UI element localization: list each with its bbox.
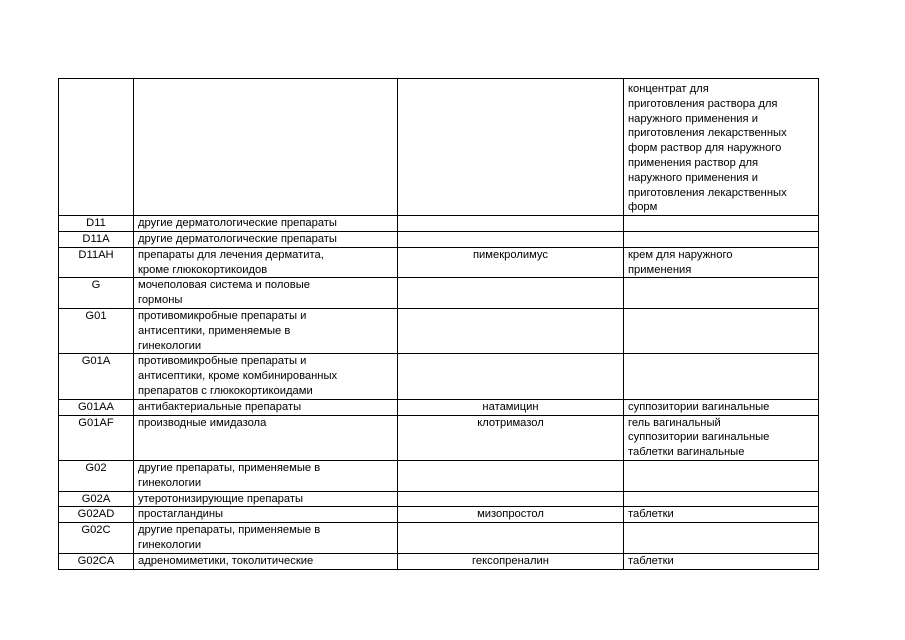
dosage-form-cell-text: крем для наружного применения bbox=[628, 248, 733, 276]
drug-name-cell bbox=[398, 278, 624, 309]
atc-code-cell-text: G01 bbox=[85, 309, 107, 322]
dosage-form-cell bbox=[624, 523, 819, 554]
anatomical-group-cell-text: препараты для лечения дерматита, кроме глюкокортикоидов bbox=[138, 248, 324, 276]
table-row bbox=[59, 278, 819, 309]
atc-code-cell-text: G02AD bbox=[77, 508, 115, 521]
atc-code-cell bbox=[59, 278, 134, 309]
dosage-form-cell-text: суппозитории вагинальные bbox=[628, 400, 770, 413]
atc-code-cell bbox=[59, 247, 134, 278]
atc-code-cell bbox=[59, 308, 134, 353]
atc-code-cell-text: G01A bbox=[81, 355, 111, 368]
dosage-form-cell bbox=[624, 491, 819, 507]
drug-name-cell bbox=[398, 491, 624, 507]
dosage-form-cell bbox=[624, 553, 819, 569]
dosage-form-cell bbox=[624, 79, 819, 216]
drug-name-cell bbox=[398, 216, 624, 232]
drug-name-cell-text: пимекролимус bbox=[473, 248, 548, 261]
atc-code-cell bbox=[59, 216, 134, 232]
dosage-form-cell bbox=[624, 354, 819, 399]
drug-name-cell bbox=[398, 247, 624, 278]
anatomical-group-cell bbox=[134, 308, 398, 353]
anatomical-group-cell bbox=[134, 354, 398, 399]
anatomical-group-cell-text: производные имидазола bbox=[138, 416, 267, 429]
dosage-form-cell bbox=[624, 399, 819, 415]
dosage-form-cell bbox=[624, 231, 819, 247]
atc-code-cell bbox=[59, 354, 134, 399]
table-row bbox=[59, 216, 819, 232]
table-row bbox=[59, 308, 819, 353]
table-row bbox=[59, 354, 819, 399]
table-row bbox=[59, 553, 819, 569]
atc-code-cell-text: G01AA bbox=[77, 400, 115, 413]
table-row bbox=[59, 231, 819, 247]
drug-name-cell-text: натамицин bbox=[482, 400, 539, 413]
drug-name-cell-text: мизопростол bbox=[477, 508, 544, 521]
dosage-form-cell bbox=[624, 247, 819, 278]
anatomical-group-cell bbox=[134, 278, 398, 309]
table-row bbox=[59, 460, 819, 491]
dosage-form-cell-text: концентрат для приготовления раствора для наружного применения и приготовления лекарственных форм раствор для наружного применения раствор для наружного применения и приготовления лекарственных форм bbox=[628, 83, 787, 214]
table-row bbox=[59, 523, 819, 554]
table-row bbox=[59, 415, 819, 460]
atc-code-cell-text: G02 bbox=[85, 461, 107, 474]
dosage-form-cell bbox=[624, 308, 819, 353]
dosage-form-cell bbox=[624, 216, 819, 232]
anatomical-group-cell-text: адреномиметики, токолитические bbox=[138, 554, 314, 567]
anatomical-group-cell bbox=[134, 79, 398, 216]
drug-name-cell bbox=[398, 460, 624, 491]
anatomical-group-cell-text: противомикробные препараты и антисептики, применяемые в гинекологии bbox=[138, 309, 307, 352]
anatomical-group-cell-text: утеротонизирующие препараты bbox=[138, 492, 304, 505]
drug-name-cell bbox=[398, 231, 624, 247]
atc-code-cell-text: D11AH bbox=[78, 248, 114, 261]
atc-code-cell bbox=[59, 507, 134, 523]
anatomical-group-cell-text: простагландины bbox=[138, 508, 224, 521]
drug-name-cell bbox=[398, 415, 624, 460]
anatomical-group-cell-text: другие дерматологические препараты bbox=[138, 217, 337, 230]
atc-code-cell bbox=[59, 415, 134, 460]
anatomical-group-cell bbox=[134, 523, 398, 554]
drug-name-cell bbox=[398, 79, 624, 216]
anatomical-group-cell-text: мочеполовая система и половые гормоны bbox=[138, 279, 310, 307]
anatomical-group-cell-text: другие препараты, применяемые в гинекологии bbox=[138, 524, 321, 551]
table-body bbox=[59, 79, 819, 570]
atc-code-cell-text: G02C bbox=[81, 524, 111, 537]
anatomical-group-cell-text: антибактериальные препараты bbox=[138, 400, 302, 413]
table-row bbox=[59, 247, 819, 278]
anatomical-group-cell-text: другие препараты, применяемые в гинекологии bbox=[138, 461, 321, 489]
atc-code-cell-text: D11 bbox=[86, 217, 106, 230]
anatomical-group-cell bbox=[134, 491, 398, 507]
anatomical-group-cell bbox=[134, 553, 398, 569]
atc-code-cell-text: G02A bbox=[81, 492, 111, 505]
dosage-form-cell-text: гель вагинальный суппозитории вагинальные таблетки вагинальные bbox=[628, 416, 770, 459]
anatomical-group-cell bbox=[134, 507, 398, 523]
drug-name-cell bbox=[398, 308, 624, 353]
atc-code-cell bbox=[59, 523, 134, 554]
atc-code-cell bbox=[59, 553, 134, 569]
atc-code-cell bbox=[59, 79, 134, 216]
drug-name-cell bbox=[398, 553, 624, 569]
table-row bbox=[59, 399, 819, 415]
drug-name-cell bbox=[398, 399, 624, 415]
table-row bbox=[59, 491, 819, 507]
anatomical-group-cell bbox=[134, 415, 398, 460]
atc-code-cell-text: G02CA bbox=[77, 554, 115, 567]
anatomical-group-cell bbox=[134, 231, 398, 247]
dosage-form-cell-text: таблетки bbox=[628, 508, 674, 521]
dosage-form-cell bbox=[624, 278, 819, 309]
anatomical-group-cell bbox=[134, 460, 398, 491]
anatomical-group-cell-text: противомикробные препараты и антисептики, кроме комбинированных препаратов с глюкокортикоидами bbox=[138, 355, 338, 397]
atc-code-cell-text: G bbox=[91, 279, 101, 292]
drug-name-cell-text: клотримазол bbox=[477, 416, 544, 429]
anatomical-group-cell bbox=[134, 216, 398, 232]
dosage-form-cell-text: таблетки bbox=[628, 554, 674, 567]
atc-code-cell bbox=[59, 399, 134, 415]
table-row bbox=[59, 79, 819, 216]
drug-name-cell bbox=[398, 523, 624, 554]
dosage-form-cell bbox=[624, 415, 819, 460]
atc-code-cell bbox=[59, 460, 134, 491]
anatomical-group-cell bbox=[134, 399, 398, 415]
table-row bbox=[59, 507, 819, 523]
atc-code-cell bbox=[59, 491, 134, 507]
atc-code-cell-text: D11A bbox=[82, 232, 110, 245]
drug-name-cell bbox=[398, 507, 624, 523]
drug-classification-table bbox=[58, 78, 819, 570]
anatomical-group-cell-text: другие дерматологические препараты bbox=[138, 232, 337, 245]
dosage-form-cell bbox=[624, 507, 819, 523]
atc-code-cell-text: G01AF bbox=[78, 416, 114, 429]
drug-name-cell-text: гексопреналин bbox=[472, 554, 549, 567]
drug-name-cell bbox=[398, 354, 624, 399]
dosage-form-cell bbox=[624, 460, 819, 491]
atc-code-cell bbox=[59, 231, 134, 247]
anatomical-group-cell bbox=[134, 247, 398, 278]
